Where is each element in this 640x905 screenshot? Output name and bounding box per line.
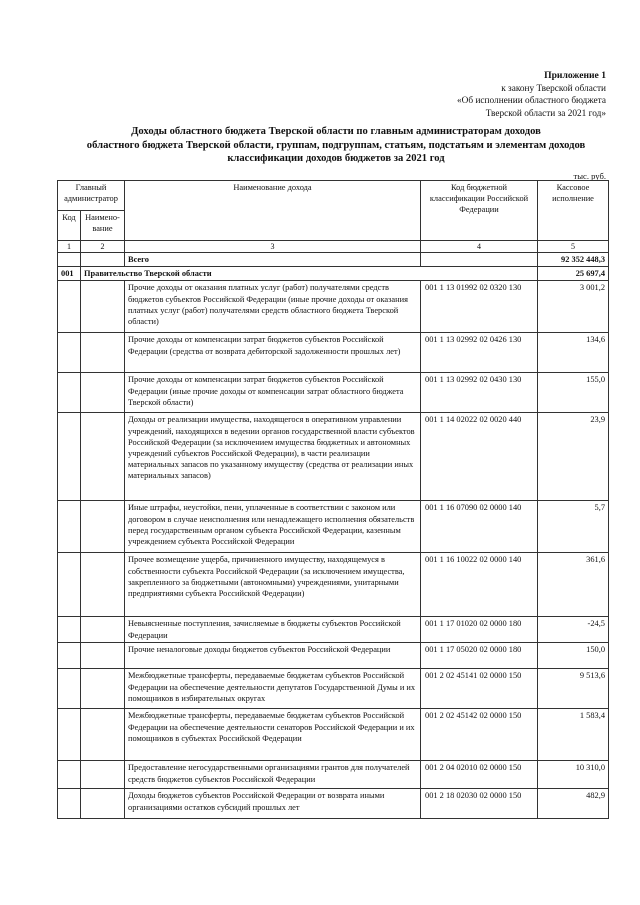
row-empty-code [58, 373, 81, 413]
row-empty-code [58, 413, 81, 501]
row-amount: 23,9 [538, 413, 609, 501]
title-line: Доходы областного бюджета Тверской области по главным администраторам доходов [131, 126, 541, 137]
row-empty-admin [81, 553, 125, 617]
row-amount: 5,7 [538, 501, 609, 553]
table-row [58, 373, 609, 413]
table-row [58, 669, 609, 709]
table-row [58, 617, 609, 643]
row-empty-code [58, 761, 81, 789]
appendix-line: Тверской области за 2021 год» [485, 108, 606, 119]
row-empty-admin [81, 789, 125, 819]
row-empty-code [58, 501, 81, 553]
appendix-line: «Об исполнении областного бюджета [457, 96, 606, 106]
row-income-name: Доходы от реализации имущества, находящегося в оперативном управлении учреждений, находящихся в ведении органов государственной власти субъектов Российской Федерации (за исключением имущества бюджетных и автономных учреждений субъектов Российской Федерации), в части реализации материальных запасов по указанному имуществу (средства от реализации иных материальных запасов) [125, 413, 421, 501]
appendix-title: Приложение 1 [544, 70, 606, 81]
admin-name: Правительство Тверской области [81, 267, 538, 281]
row-kbk-code: 001 1 14 02022 02 0020 440 [421, 413, 538, 501]
row-income-name: Межбюджетные трансферты, передаваемые бюджетам субъектов Российской Федерации на обеспечение деятельности депутатов Государственной Думы и их помощников в избирательных округах [125, 669, 421, 709]
row-income-name: Предоставление негосударственными организациями грантов для получателей средств бюджетов субъектов Российской Федерации [125, 761, 421, 789]
total-label: Всего [125, 253, 421, 267]
row-kbk-code: 001 2 04 02010 02 0000 150 [421, 761, 538, 789]
row-kbk-code: 001 2 18 02030 02 0000 150 [421, 789, 538, 819]
table-row [58, 281, 609, 333]
row-empty-admin [81, 501, 125, 553]
row-empty-code [58, 281, 81, 333]
row-amount: 150,0 [538, 643, 609, 669]
column-numbers-row [58, 241, 609, 253]
table-row [58, 413, 609, 501]
col-number: 1 [58, 241, 81, 253]
title-line: областного бюджета Тверской области, группам, подгруппам, статьям, подстатьям и элементам доходов [86, 139, 586, 151]
row-empty-admin [81, 761, 125, 789]
total-row [58, 253, 609, 267]
table-row [58, 761, 609, 789]
header-row [58, 181, 609, 211]
row-empty-admin [81, 617, 125, 643]
admin-amount: 25 697,4 [538, 267, 609, 281]
row-income-name: Межбюджетные трансферты, передаваемые бюджетам субъектов Российской Федерации на обеспечение деятельности сенаторов Российской Федерации и их помощников в субъектах Российской Федерации [125, 709, 421, 761]
row-income-name: Прочие доходы от компенсации затрат бюджетов субъектов Российской Федерации (иные прочие доходы от компенсации затрат областного бюджета Тверской области) [125, 373, 421, 413]
row-income-name: Прочие доходы от оказания платных услуг (работ) получателями средств бюджетов субъектов Российской Федерации (иные прочие доходы от оказания платных услуг (работ) получателями средств областного бюджета Тверской области) [125, 281, 421, 333]
header-kbk: Код бюджетной классификации Российской Федерации [421, 181, 538, 241]
income-table [57, 180, 609, 819]
header-code: Код [58, 211, 81, 241]
row-amount: 482,9 [538, 789, 609, 819]
row-kbk-code: 001 1 13 01992 02 0320 130 [421, 281, 538, 333]
header-admin: Главный администратор [58, 181, 125, 211]
row-income-name: Иные штрафы, неустойки, пени, уплаченные в соответствии с законом или договором в случае неисполнения или ненадлежащего исполнения обязательств перед государственным органом субъекта Российской Федерации, казенным учреждением субъекта Российской Федерации [125, 501, 421, 553]
row-amount: 3 001,2 [538, 281, 609, 333]
row-kbk-code: 001 1 17 01020 02 0000 180 [421, 617, 538, 643]
appendix-line: к закону Тверской области [501, 83, 606, 94]
document-title [56, 125, 616, 166]
header-amount: Кассовое исполнение [538, 181, 609, 241]
row-empty-admin [81, 281, 125, 333]
table-row [58, 789, 609, 819]
table-row [58, 553, 609, 617]
row-empty-admin [81, 373, 125, 413]
row-empty-code [58, 617, 81, 643]
row-income-name: Прочие доходы от компенсации затрат бюджетов субъектов Российской Федерации (средства от возврата дебиторской задолженности прошлых лет) [125, 333, 421, 373]
row-income-name: Прочее возмещение ущерба, причиненного имуществу, находящемуся в собственности субъекта Российской Федерации (за исключением имущества, закрепленного за бюджетными (автономными) учреждениями, унитарными предприятиями субъекта Российской Федерации) [125, 553, 421, 617]
table-row [58, 501, 609, 553]
row-kbk-code: 001 2 02 45141 02 0000 150 [421, 669, 538, 709]
row-amount: 1 583,4 [538, 709, 609, 761]
row-kbk-code: 001 1 17 05020 02 0000 180 [421, 643, 538, 669]
row-kbk-code: 001 1 16 10022 02 0000 140 [421, 553, 538, 617]
row-empty-code [58, 643, 81, 669]
col-number: 2 [81, 241, 125, 253]
row-empty-admin [81, 643, 125, 669]
row-empty-code [58, 789, 81, 819]
row-kbk-code: 001 1 13 02992 02 0426 130 [421, 333, 538, 373]
row-empty-code [58, 709, 81, 761]
row-amount: -24,5 [538, 617, 609, 643]
units-label: тыс. руб. [573, 171, 606, 181]
row-empty-code [58, 669, 81, 709]
table-row [58, 709, 609, 761]
row-amount: 9 513,6 [538, 669, 609, 709]
appendix-block [457, 70, 606, 120]
col-number: 4 [421, 241, 538, 253]
header-admin-name: Наимено-вание [81, 211, 125, 241]
row-kbk-code: 001 1 16 07090 02 0000 140 [421, 501, 538, 553]
row-empty-admin [81, 413, 125, 501]
admin-row [58, 267, 609, 281]
row-empty-code [58, 333, 81, 373]
header-income-name: Наименование дохода [125, 181, 421, 241]
row-empty-admin [81, 333, 125, 373]
row-empty-admin [81, 709, 125, 761]
row-kbk-code: 001 1 13 02992 02 0430 130 [421, 373, 538, 413]
col-number: 5 [538, 241, 609, 253]
row-income-name: Невыясненные поступления, зачисляемые в бюджеты субъектов Российской Федерации [125, 617, 421, 643]
total-amount: 92 352 448,3 [538, 253, 609, 267]
row-empty-code [58, 553, 81, 617]
row-amount: 361,6 [538, 553, 609, 617]
row-amount: 134,6 [538, 333, 609, 373]
row-empty-admin [81, 669, 125, 709]
table-row [58, 333, 609, 373]
row-amount: 10 310,0 [538, 761, 609, 789]
title-line: классификации доходов бюджетов за 2021 год [227, 153, 445, 165]
row-amount: 155,0 [538, 373, 609, 413]
table-row [58, 643, 609, 669]
row-income-name: Прочие неналоговые доходы бюджетов субъектов Российской Федерации [125, 643, 421, 669]
row-income-name: Доходы бюджетов субъектов Российской Федерации от возврата иными организациями остатков субсидий прошлых лет [125, 789, 421, 819]
col-number: 3 [125, 241, 421, 253]
admin-code: 001 [58, 267, 81, 281]
row-kbk-code: 001 2 02 45142 02 0000 150 [421, 709, 538, 761]
